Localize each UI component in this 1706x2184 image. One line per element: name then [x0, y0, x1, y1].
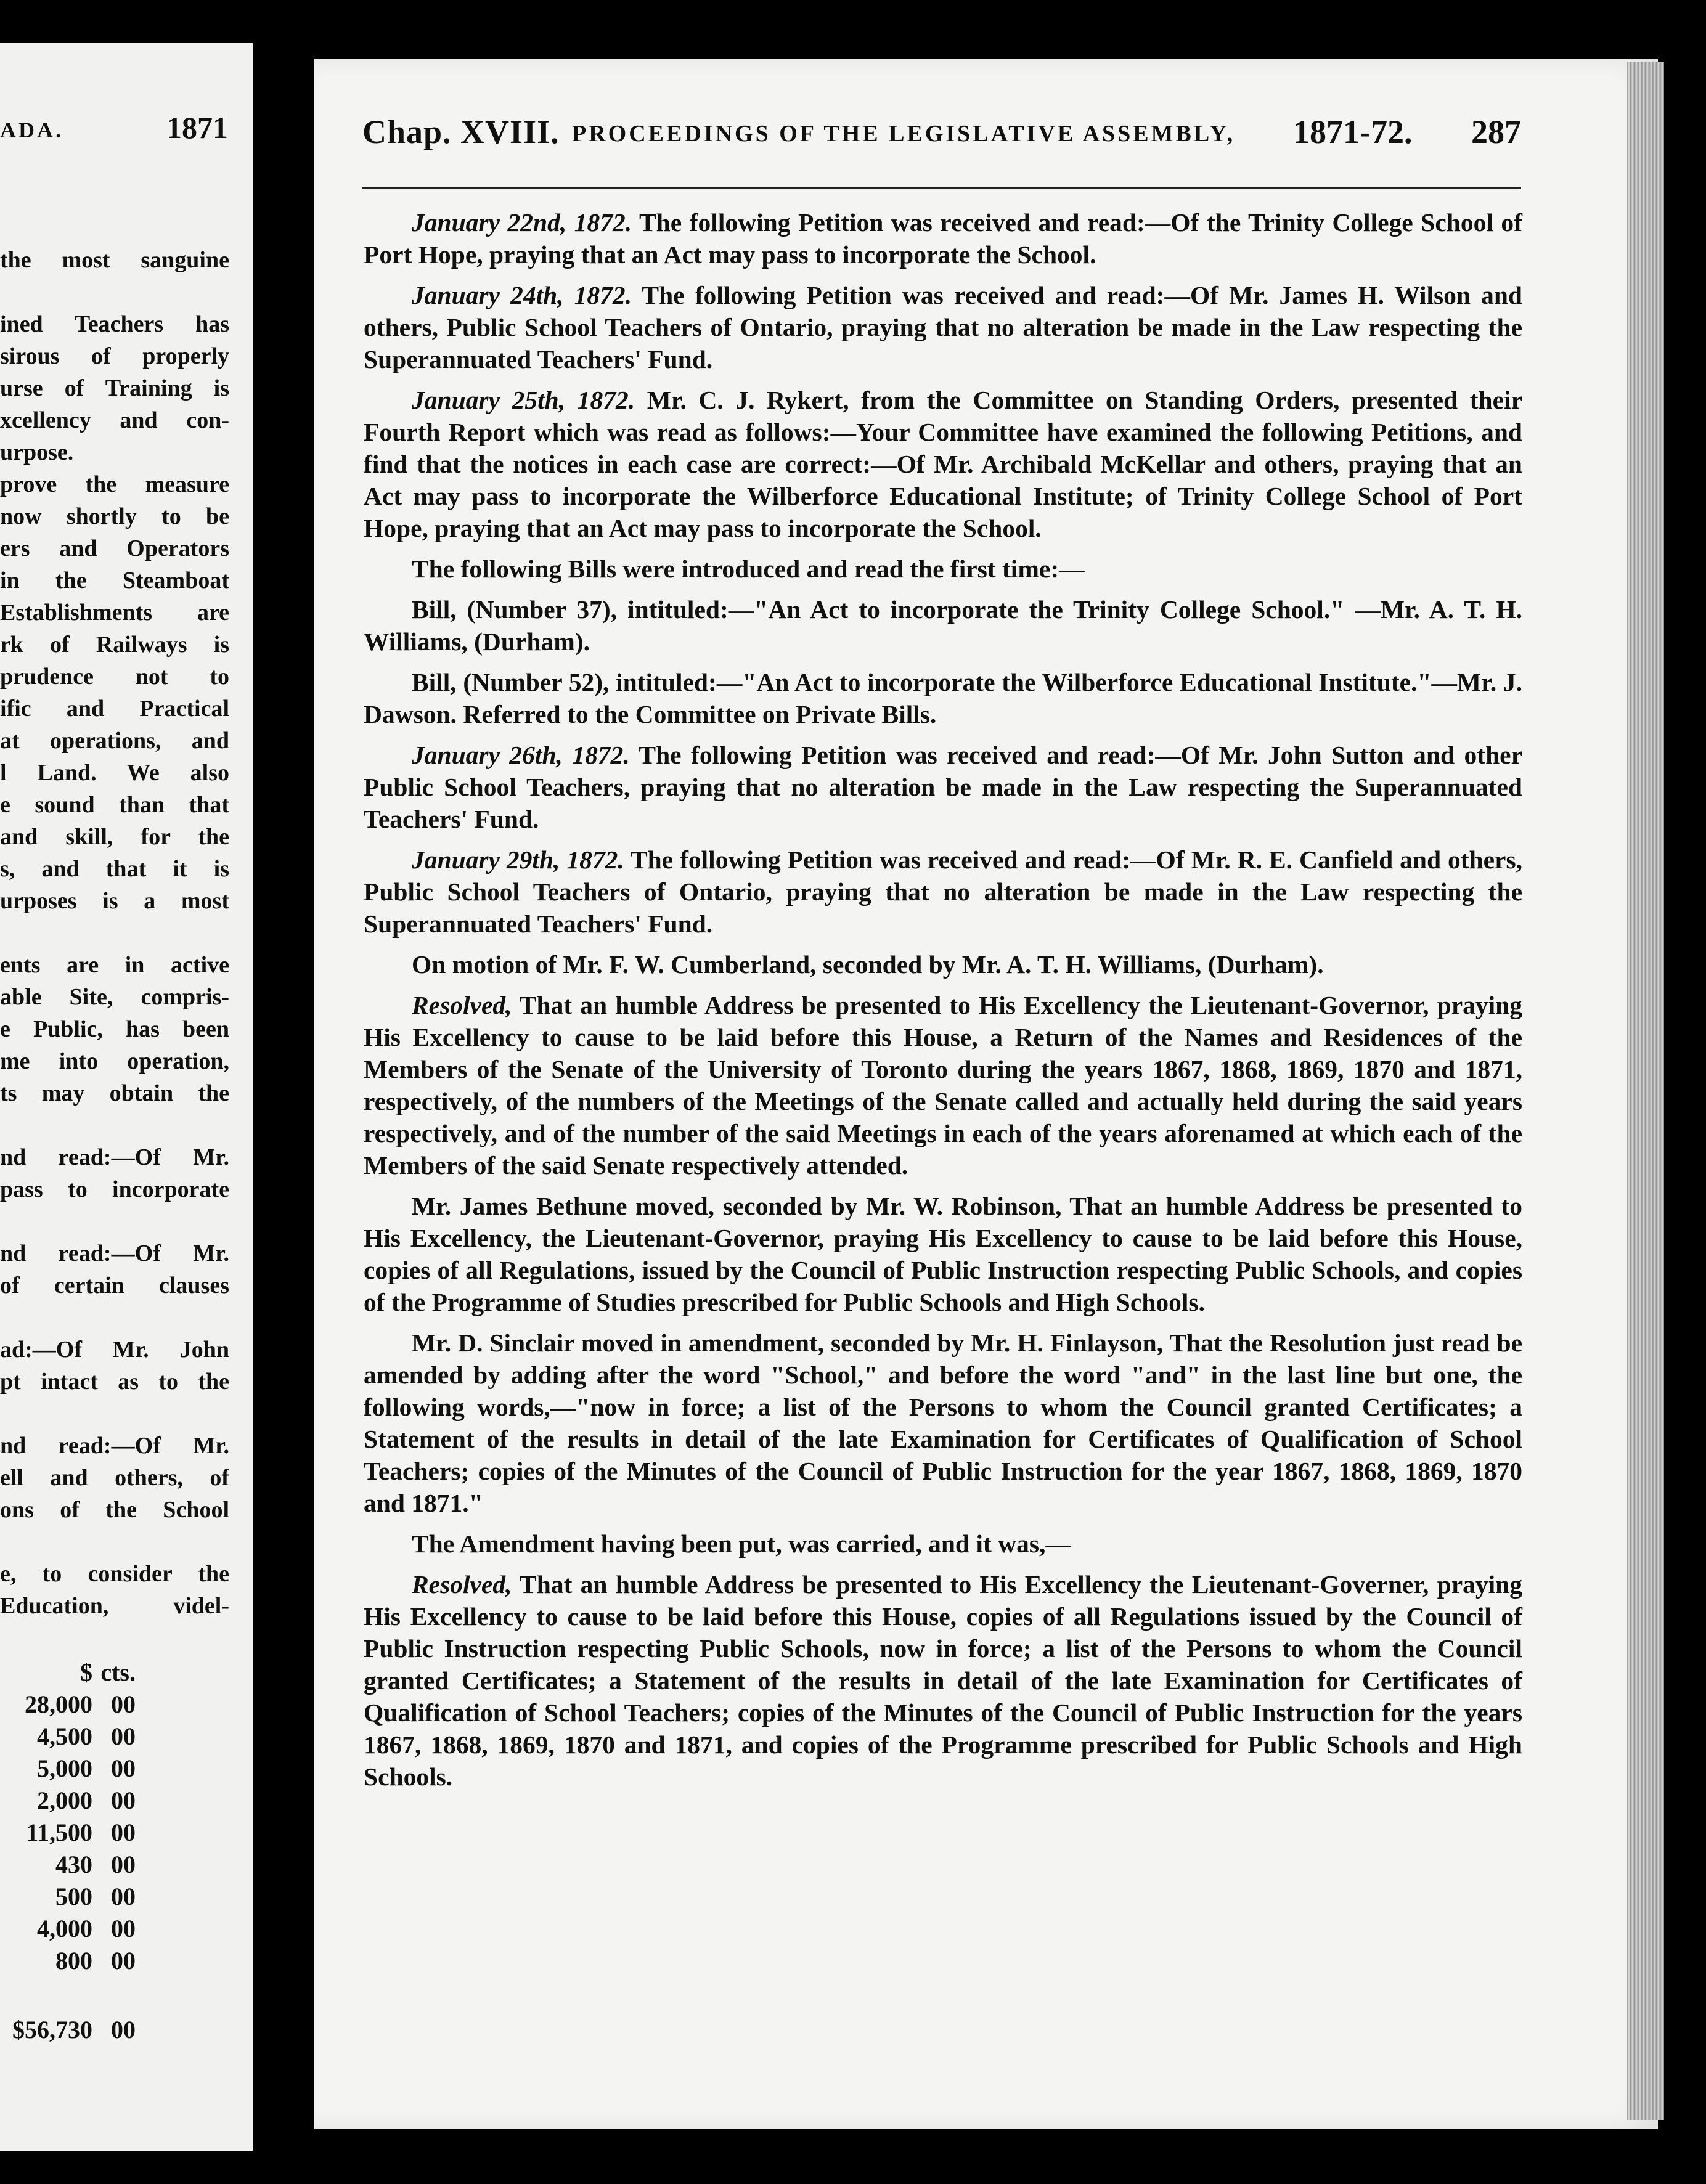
left-text-line: of certain clauses: [0, 1273, 229, 1298]
money-dollars: 800: [55, 1947, 92, 1974]
left-text-line: xcellency and con-: [0, 407, 229, 433]
paragraph-text: The following Petition was received and read:—Of Mr. R. E. Canfield and others, Public School Teachers of Ontario, praying that no alteration be made in the Law respecting the Superannuated Teachers' Fund.: [364, 845, 1523, 938]
money-dollars: $56,730: [12, 2016, 92, 2043]
money-cents: 00: [111, 1722, 136, 1750]
paragraph: [364, 593, 1522, 658]
paragraph-text: On motion of Mr. F. W. Cumberland, seconded by Mr. A. T. H. Williams, (Durham).: [412, 950, 1324, 979]
left-text-line: nd read:—Of Mr.: [0, 1241, 229, 1266]
money-header: [0, 1658, 136, 1690]
money-row: [0, 1754, 136, 1786]
money-dollars: 500: [55, 1883, 92, 1910]
money-dollars: $: [80, 1658, 92, 1686]
paragraph-text: The following Petition was received and read:—Of the Trinity College School of Port Hope, praying that an Act may pass to incorporate the School.: [364, 208, 1523, 269]
left-text-line: prove the measure: [0, 471, 229, 497]
left-text-line: now shortly to be: [0, 503, 229, 529]
page-edge: [1627, 62, 1664, 2120]
left-text-line: e sound than that: [0, 792, 229, 818]
money-cents: 00: [111, 1883, 136, 1910]
left-text-line: at operations, and: [0, 728, 229, 754]
paragraph-date: January 26th, 1872.: [412, 741, 630, 769]
left-text-line: e, to consider the: [0, 1561, 229, 1587]
paragraph-date: January 22nd, 1872.: [412, 208, 632, 237]
paragraph-text: That an humble Address be presented to His Excellency the Lieutenant-Governor, praying His Excellency to cause to be laid before this House, a Return of the Names and Residences of the Members of the Senate of the University of Toronto during the years 1867, 1868, 1869, 1870 and 1871, respectively, of the numbers of the Meetings of the Senate called and actually held during the said years respectively, and of the number of the said Meetings in each of the years aforenamed at which each of the Members of the said Senate respectively attended.: [364, 991, 1522, 1180]
left-text-line: ad:—Of Mr. John: [0, 1337, 229, 1363]
paragraph: [364, 206, 1522, 271]
paragraph: [364, 739, 1522, 835]
left-text-line: ell and others, of: [0, 1465, 229, 1491]
left-text-line: ific and Practical: [0, 696, 229, 722]
paragraph: [364, 948, 1522, 980]
left-text-line: e Public, has been: [0, 1016, 229, 1042]
paragraph-date: January 24th, 1872.: [412, 281, 632, 309]
money-dollars: 11,500: [26, 1819, 92, 1846]
left-header-year: 1871: [166, 110, 228, 145]
session-years: 1871-72.: [1293, 113, 1413, 150]
left-text-line: the most sanguine: [0, 247, 229, 273]
paragraph-text: Bill, (Number 37), intituled:—"An Act to incorporate the Trinity College School." —Mr. A. T. H. Williams, (Durham).: [364, 595, 1522, 656]
paragraph: [364, 1327, 1522, 1519]
paragraph: [364, 989, 1522, 1181]
chapter-label: Chap. XVIII.: [362, 113, 560, 150]
left-text-line: ined Teachers has: [0, 311, 229, 337]
left-text-line: in the Steamboat: [0, 568, 229, 593]
left-text-line: urpose.: [0, 439, 74, 465]
paragraph-text: The following Petition was received and read:—Of Mr. John Sutton and other Public School Teachers, praying that no alteration be made in the Law respecting the Superannuated Teachers' Fund.: [364, 741, 1522, 833]
left-text-line: ts may obtain the: [0, 1080, 229, 1106]
left-text-line: s, and that it is: [0, 856, 229, 882]
left-text-line: ents are in active: [0, 952, 229, 978]
left-text-line: ers and Operators: [0, 536, 229, 561]
main-page: [314, 59, 1658, 2129]
money-total: [0, 2015, 136, 2047]
left-text-line: sirous of properly: [0, 343, 229, 369]
paragraph: [364, 666, 1522, 730]
paragraph-text: Mr. C. J. Rykert, from the Committee on Standing Orders, presented their Fourth Report which was read as follows:—Your Committee have examined the following Petitions, and find that the notices in each case are correct:—Of Mr. Archibald McKellar and others, praying that an Act may pass to incorporate the Wilberforce Educational Institute; of Trinity College School of Port Hope, praying that an Act may pass to incorporate the School.: [364, 386, 1522, 542]
paragraph: [364, 844, 1522, 940]
running-title: PROCEEDINGS OF THE LEGISLATIVE ASSEMBLY,: [572, 121, 1236, 147]
money-dollars: 28,000: [25, 1690, 92, 1718]
left-text-line: able Site, compris-: [0, 984, 229, 1010]
left-text-line: and skill, for the: [0, 824, 229, 850]
paragraph: [364, 279, 1522, 375]
left-facing-page: [0, 43, 253, 2151]
paragraph-text: The following Petition was received and read:—Of Mr. James H. Wilson and others, Public School Teachers of Ontario, praying that no alteration be made in the Law respecting the Superannuated Teachers' Fund.: [364, 281, 1523, 373]
money-cents: 00: [111, 2016, 136, 2043]
left-text-line: urse of Training is: [0, 375, 229, 401]
left-text-line: urposes is a most: [0, 888, 229, 914]
paragraph: [364, 384, 1522, 544]
money-cents: 00: [111, 1947, 136, 1974]
paragraph-date: Resolved,: [412, 1570, 512, 1599]
money-row: [0, 1690, 136, 1722]
money-row: [0, 1786, 136, 1818]
money-row: [0, 1722, 136, 1754]
paragraph: [364, 1568, 1522, 1793]
left-text-line: pt intact as to the: [0, 1369, 229, 1395]
money-row: [0, 1946, 136, 1978]
money-cents: 00: [111, 1690, 136, 1718]
paragraph-text: That an humble Address be presented to His Excellency the Lieutenant-Governer, praying His Excellency to cause to be laid before this House, copies of all Regulations issued by the Council of Public Instruction respecting Public Schools, now in force; a list of the Persons to whom the Council granted Certificates; a Statement of the results in detail of the late Examination for Certificates of Qualification of School Teachers; copies of the Minutes of the Council of Public Instruction for the years 1867, 1868, 1869, 1870 and 1871, and copies of the Programme prescribed for Public Schools and High Schools.: [364, 1570, 1522, 1791]
paragraph: [364, 553, 1522, 585]
money-cents: cts.: [100, 1658, 136, 1686]
money-cents: 00: [111, 1754, 136, 1782]
money-row: [0, 1818, 136, 1850]
left-text-line: pass to incorporate: [0, 1176, 229, 1202]
paragraph-date: January 25th, 1872.: [412, 386, 635, 414]
paragraph-date: January 29th, 1872.: [412, 845, 624, 874]
header-rule: [362, 187, 1521, 189]
left-text-line: nd read:—Of Mr.: [0, 1433, 229, 1459]
money-dollars: 430: [55, 1851, 92, 1878]
left-text-line: rk of Railways is: [0, 632, 229, 658]
money-cents: 00: [111, 1787, 136, 1814]
left-text-line: l Land. We also: [0, 760, 229, 786]
money-dollars: 4,000: [37, 1915, 92, 1942]
paragraph-text: The following Bills were introduced and read the first time:—: [412, 555, 1085, 583]
money-row: [0, 1882, 136, 1914]
running-head: [362, 113, 1521, 162]
money-cents: 00: [111, 1915, 136, 1942]
page-number: 287: [1471, 113, 1521, 150]
body-text: [364, 206, 1522, 1801]
left-text-line: prudence not to: [0, 664, 229, 690]
left-header-title: ADA.: [0, 118, 63, 142]
paragraph-date: Resolved,: [412, 991, 512, 1019]
left-text-line: Education, videl-: [0, 1593, 229, 1619]
paragraph: [364, 1190, 1522, 1318]
paragraph-text: Mr. D. Sinclair moved in amendment, seconded by Mr. H. Finlayson, That the Resolution just read be amended by adding after the word "School," and before the word "and" in the last line but one, the following words,—"now in force; a list of the Persons to whom the Council granted Certificates; a Statement of the results in detail of the late Examination for Certificates of Qualification of School Teachers; copies of the Minutes of the Council of Public Instruction for the year 1867, 1868, 1869, 1870 and 1871.": [364, 1329, 1522, 1517]
money-dollars: 5,000: [37, 1754, 92, 1782]
money-row: [0, 1850, 136, 1882]
money-dollars: 2,000: [37, 1787, 92, 1814]
money-row: [0, 1914, 136, 1946]
left-text-line: me into operation,: [0, 1048, 229, 1074]
money-cents: 00: [111, 1819, 136, 1846]
left-text-line: ons of the School: [0, 1497, 229, 1523]
paragraph-text: Bill, (Number 52), intituled:—"An Act to incorporate the Wilberforce Educational Institute."—Mr. J. Dawson. Referred to the Committee on Private Bills.: [364, 668, 1522, 728]
money-cents: 00: [111, 1851, 136, 1878]
left-text-line: nd read:—Of Mr.: [0, 1144, 229, 1170]
left-text-line: Establishments are: [0, 600, 229, 625]
paragraph: [364, 1528, 1522, 1560]
money-dollars: 4,500: [37, 1722, 92, 1750]
paragraph-text: Mr. James Bethune moved, seconded by Mr. W. Robinson, That an humble Address be presented to His Excellency, the Lieutenant-Governor, praying His Excellency to cause to be laid before this House, copies of all Regulations, issued by the Council of Public Instruction respecting Public Schools, and copies of the Programme of Studies prescribed for Public Schools and High Schools.: [364, 1192, 1522, 1316]
paragraph-text: The Amendment having been put, was carried, and it was,—: [412, 1530, 1071, 1558]
